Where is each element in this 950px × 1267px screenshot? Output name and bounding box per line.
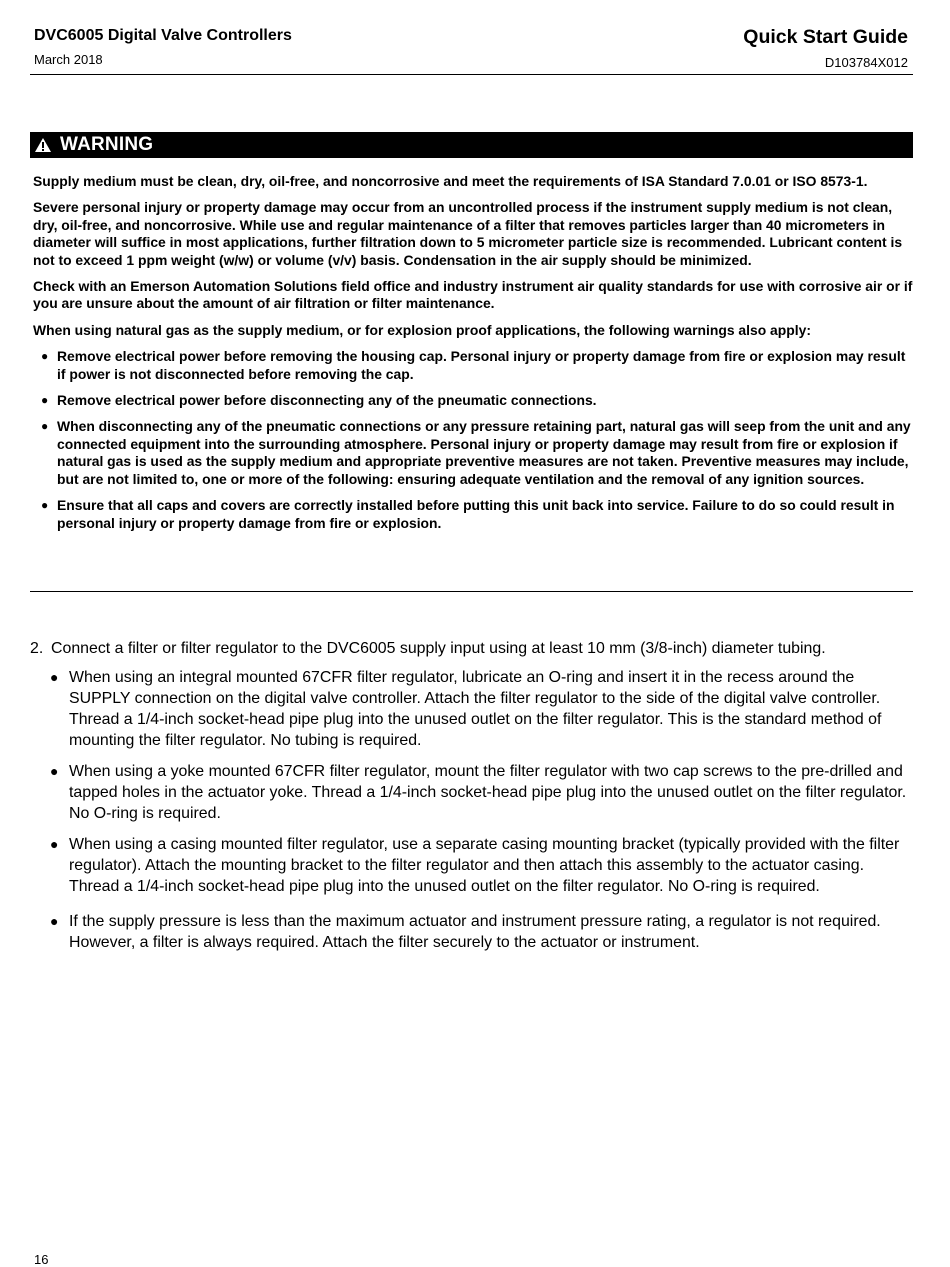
bullet-icon: ● [50,763,59,779]
warning-triangle-icon [34,137,52,153]
warning-paragraph: When using natural gas as the supply medium, or for explosion proof applications, the following warnings also apply: [33,321,811,338]
bullet-icon: ● [41,349,49,364]
warning-title: WARNING [60,134,154,155]
warning-paragraph: Severe personal injury or property damage may occur from an uncontrolled process if the instrument supply medium is not clean, dry, oil-free, and noncorrosive. While use and regular maintenance of a filter that removes particles larger than 40 micrometers in diameter will suffice in most applications, further filtration down to 5 micrometer particle size is recommended. Lubricant content is not to exceed 1 ppm weight (w/w) or volume (v/v) basis. Condensation in the air supply should be minimized. [33,199,903,268]
bullet-icon: ● [41,498,49,513]
step-2 [30,638,913,963]
bullet-icon: ● [50,669,59,685]
warning-body [33,173,913,541]
page-number: 16 [34,1252,49,1267]
bullet-icon: ● [41,419,49,434]
warning-bullet-list [33,348,913,532]
step-text: Connect a filter or filter regulator to the DVC6005 supply input using at least 10 mm (3/8-inch) diameter tubing. [51,640,826,657]
warning-bullet-text: Remove electrical power before removing the housing cap. Personal injury or property damage from fire or explosion may result if power is not disconnected before removing the cap. [57,348,906,382]
header-guide-title: Quick Start Guide [743,26,908,48]
warning-paragraph: Check with an Emerson Automation Solutions field office and industry instrument air quality standards for use with corrosive air or if you are unsure about the amount of air filtration or filter maintenance. [33,278,913,312]
step-bullet-text: When using a casing mounted filter regulator, use a separate casing mounting bracket (typically provided with the filter regulator). Attach the mounting bracket to the filter regulator and then attach this assembly to the actuator casing. Thread a 1/4-inch socket-head pipe plug into the unused outlet on the filter regulator. No O-ring is required. [69,836,900,895]
bullet-icon: ● [50,836,59,852]
warning-paragraph: Supply medium must be clean, dry, oil-free, and noncorrosive and meet the requirements of ISA Standard 7.0.01 or ISO 8573-1. [33,173,868,189]
step-bullet-list [30,667,913,953]
warning-bullet-item [33,392,913,409]
warning-bullet-text: Ensure that all caps and covers are correctly installed before putting this unit back into service. Failure to do so could result in personal injury or property damage from fire or explosion. [57,497,895,531]
step-number: 2. [30,640,44,657]
warning-bullet-text: Remove electrical power before disconnecting any of the pneumatic connections. [57,392,597,409]
warning-bullet-item [33,497,913,532]
step-bullet-item [30,761,913,824]
step-bullet-text: If the supply pressure is less than the maximum actuator and instrument pressure rating, a regulator is not required. However, a filter is always required. Attach the filter securely to the actuator or instrument. [69,913,881,951]
step-bullet-item [30,834,913,897]
bullet-icon: ● [50,913,59,929]
warning-bottom-rule [30,591,913,592]
header-doc-number: D103784X012 [824,55,908,70]
header-product-title: DVC6005 Digital Valve Controllers [34,27,292,44]
warning-bullet-item [33,418,913,488]
step-bullet-text: When using an integral mounted 67CFR filter regulator, lubricate an O-ring and insert it in the recess around the SUPPLY connection on the digital valve controller. Attach the filter regulator to the side of the digital valve controller. Thread a 1/4-inch socket-head pipe plug into the unused outlet on the filter regulator. This is the standard method of mounting the filter regulator. No tubing is required. [69,669,882,749]
header-divider [30,74,913,75]
bullet-icon: ● [41,393,49,408]
warning-bullet-item [33,348,913,383]
step-bullet-item [30,667,913,751]
warning-bar [30,132,913,158]
header-date: March 2018 [34,52,103,67]
warning-bullet-text: When disconnecting any of the pneumatic connections or any pressure retaining part, natural gas will seep from the unit and any connected equipment into the surrounding atmosphere. Personal injury or property damage may result from fire or explosion if natural gas is used as the supply medium and appropriate preventive measures are not taken. Preventive measures may include, but are not limited to, one or more of the following: ensuring adequate ventilation and the removal of any ignition sources. [57,418,911,487]
step-bullet-text: When using a yoke mounted 67CFR filter regulator, mount the filter regulator with two cap screws to the pre-drilled and tapped holes in the actuator yoke. Thread a 1/4-inch socket-head pipe plug into the unused outlet on the filter regulator. No O-ring is required. [69,763,907,822]
step-bullet-item [30,911,913,953]
